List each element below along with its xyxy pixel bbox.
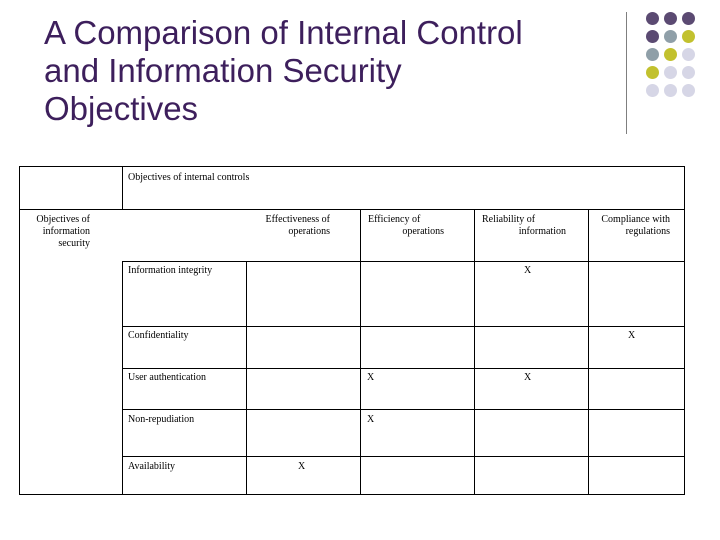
mark-authentication-efficiency: X — [367, 372, 375, 383]
decorative-dot — [664, 84, 677, 97]
decorative-dot — [646, 12, 659, 25]
mark-authentication-reliability: X — [524, 372, 532, 383]
decorative-dot — [664, 12, 677, 25]
decorative-dot — [682, 12, 695, 25]
decorative-dot — [682, 84, 695, 97]
decorative-dot — [646, 84, 659, 97]
row-label-non-repudiation: Non-repudiation — [128, 414, 195, 425]
decorative-dot — [646, 48, 659, 61]
table-border — [19, 494, 685, 495]
decorative-dot — [664, 48, 677, 61]
table-rule — [360, 209, 361, 495]
decorative-dot — [682, 66, 695, 79]
slide-title-line: and Information Security — [44, 52, 402, 89]
table-rule — [122, 456, 685, 457]
mark-integrity-reliability: X — [524, 265, 532, 276]
decorative-dot — [664, 30, 677, 43]
table-rule — [122, 326, 685, 327]
table-rule — [588, 209, 589, 495]
table-border — [19, 166, 685, 167]
decorative-dot — [646, 66, 659, 79]
table-border — [19, 166, 20, 495]
table-rule — [474, 209, 475, 495]
table-rule — [122, 368, 685, 369]
mark-availability-effectiveness: X — [298, 461, 306, 472]
column-header-effectiveness: Effectiveness of operations — [265, 214, 330, 237]
slide-title-line: A Comparison of Internal Control — [44, 14, 523, 51]
decorative-dot — [682, 48, 695, 61]
row-label-confidentiality: Confidentiality — [128, 330, 189, 341]
row-label-information-integrity: Information integrity — [128, 265, 213, 276]
column-header-reliability: Reliability of information — [482, 214, 566, 237]
row-label-user-authentication: User authentication — [128, 372, 207, 383]
table-border — [684, 166, 685, 495]
table-rule — [122, 261, 685, 262]
decorative-dot — [664, 66, 677, 79]
row-label-availability: Availability — [128, 461, 176, 472]
row-header-title: Objectives of information security — [36, 214, 90, 249]
mark-confidentiality-compliance: X — [628, 330, 636, 341]
table-rule — [122, 409, 685, 410]
slide-title-line: Objectives — [44, 90, 199, 127]
slide-title — [44, 14, 604, 128]
table-rule — [122, 166, 123, 210]
table-header: Objectives of internal controls — [128, 172, 250, 183]
column-header-efficiency: Efficiency of operations — [368, 214, 444, 237]
decorative-dot — [682, 30, 695, 43]
table-rule — [19, 209, 685, 210]
decorative-dot — [646, 30, 659, 43]
decorative-divider — [626, 12, 627, 134]
table-rule — [122, 261, 123, 495]
column-header-compliance: Compliance with regulations — [601, 214, 670, 237]
mark-nonrepudiation-efficiency: X — [367, 414, 375, 425]
table-rule — [246, 261, 247, 495]
